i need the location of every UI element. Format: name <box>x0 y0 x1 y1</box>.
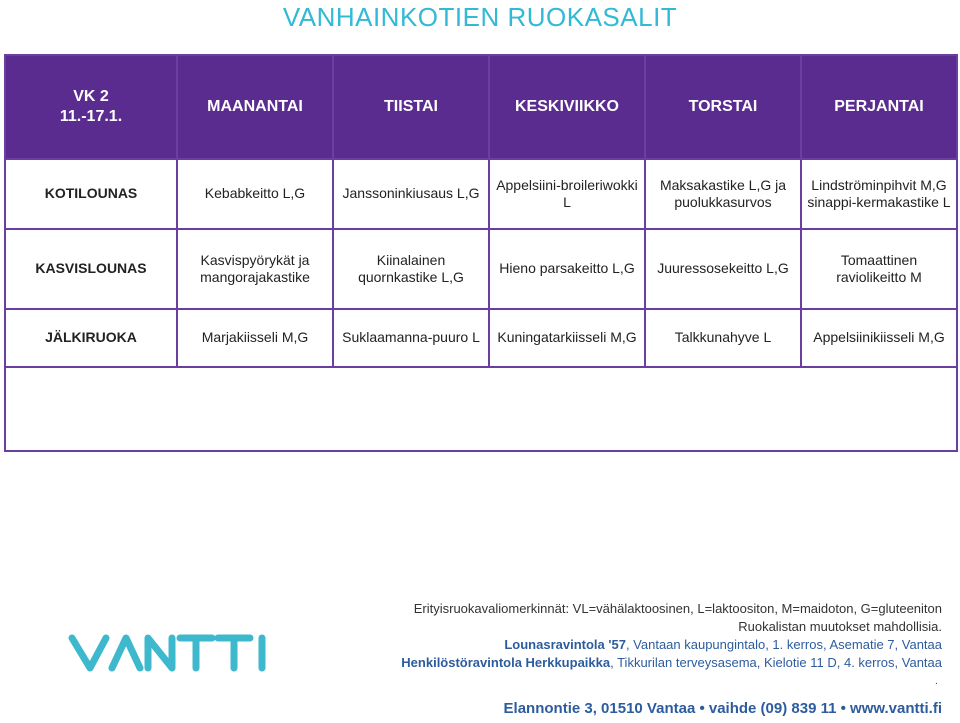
row-label: JÄLKIRUOKA <box>5 309 177 367</box>
menu-cell: Kasvispyörykät ja mangorajakastike <box>177 229 333 309</box>
menu-cell: Kiinalainen quornkastike L,G <box>333 229 489 309</box>
restaurant-1-name: Lounasravintola '57 <box>504 637 626 652</box>
menu-cell: Suklaamanna-puuro L <box>333 309 489 367</box>
changes-note: Ruokalistan muutokset mahdollisia. <box>738 619 942 634</box>
menu-cell: Maksakastike L,G ja puolukkasurvos <box>645 159 801 229</box>
menu-cell: Appelsiinikiisseli M,G <box>801 309 957 367</box>
menu-cell: Kebabkeitto L,G <box>177 159 333 229</box>
week-label <box>5 55 177 159</box>
menu-cell: Juuressosekeitto L,G <box>645 229 801 309</box>
day-friday: PERJANTAI <box>801 55 957 159</box>
footer-dot: . <box>935 676 938 687</box>
week-dates: 11.-17.1. <box>59 108 123 125</box>
day-wednesday: KESKIVIIKKO <box>489 55 645 159</box>
row-label: KOTILOUNAS <box>5 159 177 229</box>
row-jalkiruoka <box>5 309 957 367</box>
menu-cell: Hieno parsakeitto L,G <box>489 229 645 309</box>
contact-line: Elannontie 3, 01510 Vantaa • vaihde (09) 839 11 • www.vantti.fi <box>503 700 942 717</box>
row-label: KASVISLOUNAS <box>5 229 177 309</box>
day-thursday: TORSTAI <box>645 55 801 159</box>
menu-cell: Janssoninkiusaus L,G <box>333 159 489 229</box>
menu-cell: Lindströminpihvit M,G sinappi-kermakastike L <box>801 159 957 229</box>
empty-cell <box>5 367 957 451</box>
page-title: VANHAINKOTIEN RUOKASALIT <box>282 2 678 32</box>
restaurant-1 <box>401 636 942 654</box>
restaurant-1-address: , Vantaan kaupungintalo, 1. kerros, Asematie 7, Vantaa <box>625 637 942 652</box>
header-row <box>5 55 957 159</box>
day-tuesday: TIISTAI <box>333 55 489 159</box>
restaurant-2-address: , Tikkurilan terveysasema, Kielotie 11 D, 4. kerros, Vantaa <box>610 655 942 670</box>
empty-row <box>5 367 957 451</box>
restaurant-2 <box>401 654 942 672</box>
row-kotilounas <box>5 159 957 229</box>
restaurant-2-name: Henkilöstöravintola Herkkupaikka <box>401 655 611 670</box>
menu-table <box>4 54 958 452</box>
menu-cell: Appelsiini-broileriwokki L <box>489 159 645 229</box>
row-kasvislounas <box>5 229 957 309</box>
footer-info <box>401 600 942 672</box>
day-monday: MAANANTAI <box>177 55 333 159</box>
menu-cell: Marjakiisseli M,G <box>177 309 333 367</box>
vantti-logo <box>66 630 274 674</box>
week-number: VK 2 <box>73 88 109 105</box>
menu-cell: Talkkunahyve L <box>645 309 801 367</box>
diet-legend: Erityisruokavaliomerkinnät: VL=vähälaktoosinen, L=laktoositon, M=maidoton, G=gluteeniton <box>413 601 942 616</box>
menu-cell: Kuningatarkiisseli M,G <box>489 309 645 367</box>
menu-cell: Tomaattinen raviolikeitto M <box>801 229 957 309</box>
